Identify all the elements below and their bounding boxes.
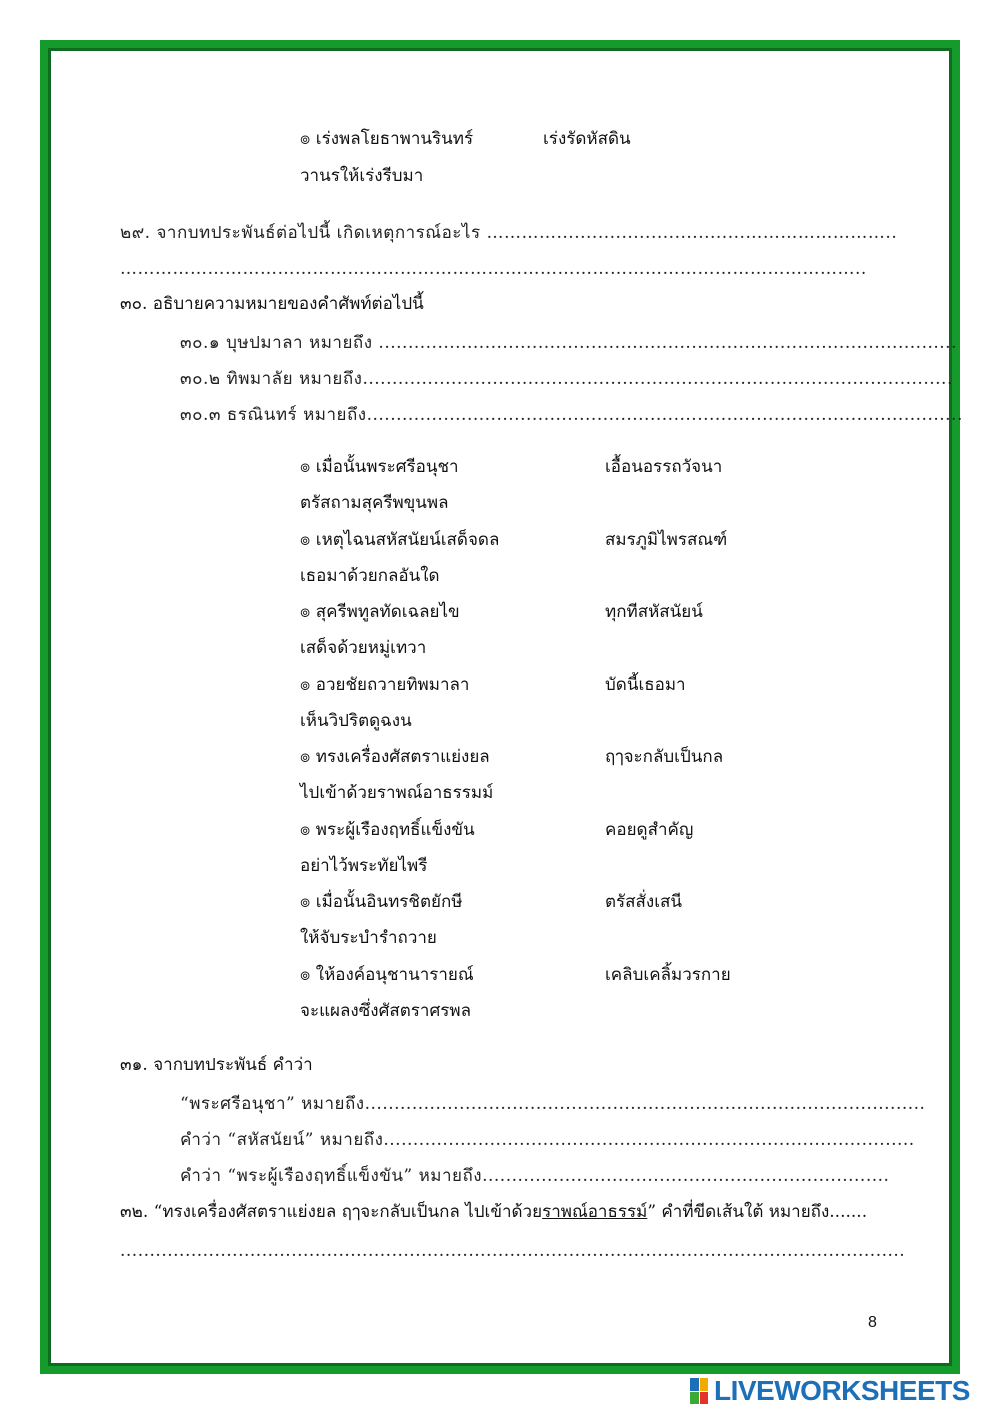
verse-2-left: ๏ เหตุไฉนสหัสนัยน์เสด็จดล — [300, 530, 500, 550]
question-32-suffix: ” คำที่ขีดเส้นใต้ หมายถึง....... — [647, 1202, 868, 1222]
liveworksheets-logo — [690, 1374, 970, 1408]
question-30-1[interactable]: ๓๐.๑ บุษปมาลา หมายถึง .................................................................................................. — [180, 333, 957, 353]
question-32-answer-line[interactable]: ..................................................................................................................................... — [120, 1241, 906, 1261]
brand-text: LIVEWORKSHEETS — [714, 1375, 970, 1406]
question-32-prefix: ๓๒. “ทรงเครื่องศัสตราแย่งยล ฤๅจะกลับเป็นกล ไปเข้าด้วย — [120, 1202, 543, 1222]
verse-6-left: ๏ พระผู้เรืองฤทธิ์แข็งขัน — [300, 820, 475, 840]
verse-8-line2: จะแผลงซึ่งศัสตราศรพล — [300, 1001, 471, 1021]
verse-2-right: สมรภูมิไพรสณฑ์ — [605, 530, 728, 550]
question-32-underlined: ราพณ์อาธรรม์ — [542, 1202, 648, 1222]
verse-4-line2: เห็นวิปริตดูฉงน — [300, 711, 412, 731]
verse-7-right: ตรัสสั่งเสนี — [605, 892, 683, 912]
question-30-heading: ๓๐. อธิบายความหมายของคำศัพท์ต่อไปนี้ — [120, 294, 424, 314]
verse-5-left: ๏ ทรงเครื่องศัสตราแย่งยล — [300, 747, 490, 767]
question-29-answer-line[interactable]: ……………………………………………………………………………………………………………….. — [120, 259, 867, 279]
verse-1-right: เอื้อนอรรถวัจนา — [605, 457, 723, 477]
verse-top-line1-left: ๏ เร่งพลโยธาพานรินทร์ — [300, 129, 474, 149]
question-30-3[interactable]: ๓๐.๓ ธรณินทร์ หมายถึง..................................................................................................... — [180, 405, 963, 425]
question-31-1[interactable]: “พระศรีอนุชา” หมายถึง............................................................................................... — [180, 1094, 926, 1114]
question-29: ๒๙. จากบทประพันธ์ต่อไปนี้ เกิดเหตุการณ์อะไร …………................................…………………….. — [120, 223, 898, 243]
verse-1-line2: ตรัสถามสุครีพขุนพล — [300, 493, 449, 513]
verse-6-right: คอยดูสำคัญ — [605, 820, 694, 840]
verse-5-right: ฤๅจะกลับเป็นกล — [605, 747, 724, 767]
verse-6-line2: อย่าไว้พระทัยไพรี — [300, 856, 428, 876]
verse-7-left: ๏ เมื่อนั้นอินทรชิตยักษี — [300, 892, 463, 912]
verse-8-right: เคลิบเคลิ้มวรกาย — [605, 965, 731, 985]
verse-3-left: ๏ สุครีพทูลทัดเฉลยไข — [300, 602, 460, 622]
verse-5-line2: ไปเข้าด้วยราพณ์อาธรรมม์ — [300, 783, 494, 803]
verse-2-line2: เธอมาด้วยกลอันใด — [300, 566, 440, 586]
question-31-2[interactable]: คำว่า “สหัสนัยน์” หมายถึง.......................................................................................... — [180, 1130, 915, 1150]
verse-7-line2: ให้จับระบำรำถวาย — [300, 928, 437, 948]
verse-1-left: ๏ เมื่อนั้นพระศรีอนุชา — [300, 457, 459, 477]
verse-8-left: ๏ ให้องค์อนุชานารายณ์ — [300, 965, 474, 985]
verse-top-line2: วานรให้เร่งรีบมา — [300, 166, 424, 186]
verse-3-line2: เสด็จด้วยหมู่เทวา — [300, 638, 427, 658]
question-30-2[interactable]: ๓๐.๒ ทิพมาลัย หมายถึง.................................................................................................... — [180, 369, 953, 389]
verse-3-right: ทุกทีสหัสนัยน์ — [605, 602, 703, 622]
question-31-3[interactable]: คำว่า “พระผู้เรืองฤทธิ์แข็งขัน” หมายถึง..................................................................... — [180, 1166, 890, 1186]
verse-top-line1-right: เร่งรัดหัสดิน — [543, 129, 631, 149]
question-31-heading: ๓๑. จากบทประพันธ์ คำว่า — [120, 1055, 313, 1075]
verse-4-left: ๏ อวยชัยถวายทิพมาลา — [300, 675, 470, 695]
verse-4-right: บัดนี้เธอมา — [605, 675, 686, 695]
brand-badge-icon — [690, 1378, 708, 1404]
page-number: 8 — [868, 1314, 877, 1331]
question-32[interactable] — [120, 1201, 867, 1223]
